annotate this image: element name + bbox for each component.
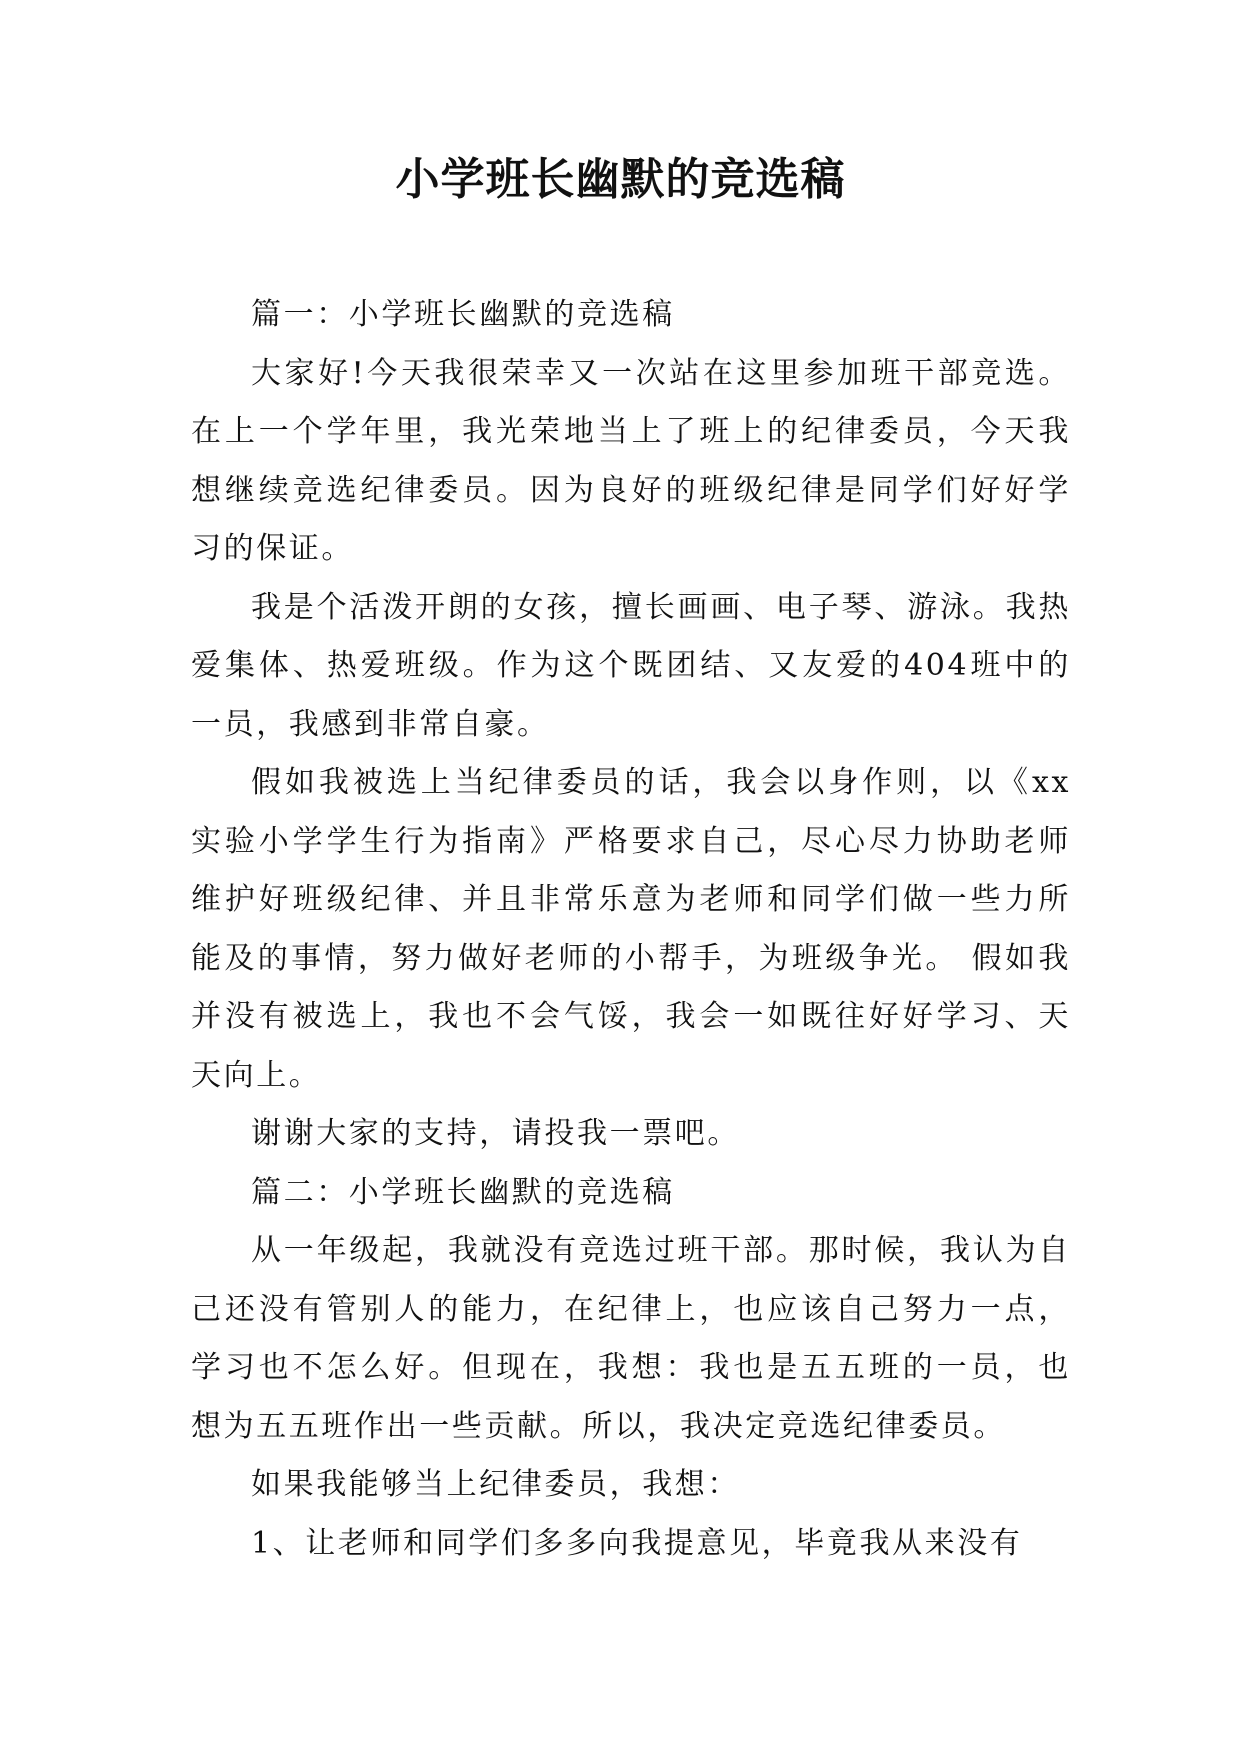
paragraph: 大家好!今天我很荣幸又一次站在这里参加班干部竞选。在上一个学年里，我光荣地当上了班上的纪律委员，今天我想继续竞选纪律委员。因为良好的班级纪律是同学们好好学习的保证。 [191,355,1071,566]
paragraph: 谢谢大家的支持，请投我一票吧。 [251,1116,740,1151]
paragraph: 如果我能够当上纪律委员，我想： [251,1467,740,1502]
paragraph: 从一年级起，我就没有竞选过班干部。那时候，我认为自己还没有管别人的能力，在纪律上，也应该自己努力一点，学习也不怎么好。但现在，我想：我也是五五班的一员，也想为五五班作出一些贡献。所以，我决定竞选纪律委员。 [191,1233,1071,1444]
section-heading-1: 篇一：小学班长幽默的竞选稿 [251,297,675,332]
paragraph: 假如我被选上当纪律委员的话，我会以身作则，以《xx实验小学学生行为指南》严格要求自己，尽心尽力协助老师维护好班级纪律、并且非常乐意为老师和同学们做一些力所能及的事情，努力做好老师的小帮手，为班级争光。 假如我并没有被选上，我也不会气馁，我会一如既往好好学习、天天向上。 [191,765,1071,1093]
paragraph: 我是个活泼开朗的女孩，擅长画画、电子琴、游泳。我热爱集体、热爱班级。作为这个既团结、又友爱的404班中的一员，我感到非常自豪。 [191,589,1071,742]
paragraph: 1、让老师和同学们多多向我提意见，毕竟我从来没有 [251,1525,1023,1561]
document-body [191,286,1071,1573]
document-title: 小学班长幽默的竞选稿 [395,154,846,205]
section-heading-2: 篇二：小学班长幽默的竞选稿 [251,1174,675,1210]
